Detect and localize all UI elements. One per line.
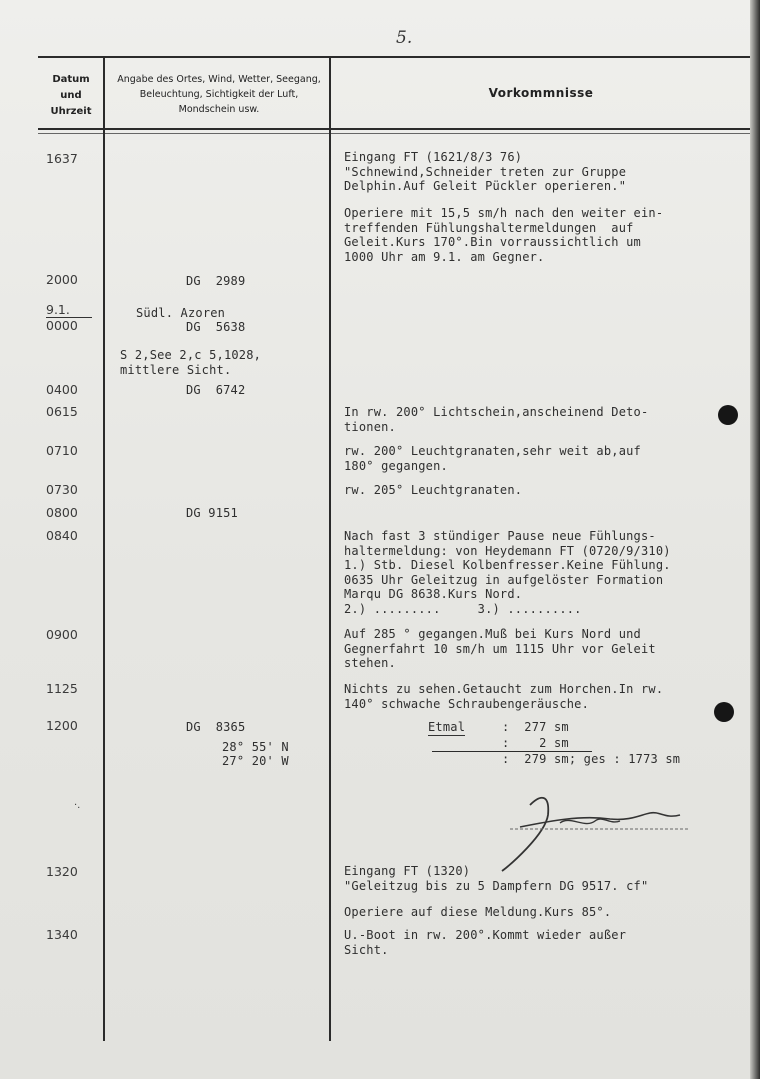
- time-0840: 0840: [46, 528, 78, 543]
- pos-0000-grid: DG 5638: [186, 320, 246, 334]
- pos-0000-area: Südl. Azoren: [136, 306, 226, 320]
- etmal-line-3: : 279 sm; ges : 1773 sm: [502, 752, 681, 766]
- time-1340: 1340: [46, 927, 78, 942]
- entry-1320-op: Operiere auf diese Meldung.Kurs 85°.: [344, 905, 612, 919]
- date-9-1: 9.1.: [46, 302, 92, 318]
- pos-0400: DG 6742: [186, 383, 246, 397]
- entry-0900: Auf 285 ° gegangen.Muß bei Kurs Nord und Gegnerfahrt 10 sm/h um 1115 Uhr vor Geleit stehen.: [344, 627, 656, 670]
- etmal-line-1: : 277 sm: [502, 720, 569, 734]
- page-number: 5.: [396, 28, 413, 48]
- time-1637: 1637: [46, 151, 78, 166]
- time-1320: 1320: [46, 864, 78, 879]
- time-0730: 0730: [46, 482, 78, 497]
- entry-1637-op: Operiere mit 15,5 sm/h nach den weiter ein- treffenden Fühlungshaltermeldungen auf Geleit.Kurs 170°.Bin vorraussichtlich um 1000 Uhr am 9.1. am Gegner.: [344, 206, 664, 264]
- entry-0615: In rw. 200° Lichtschein,anscheinend Deto- tionen.: [344, 405, 649, 434]
- time-1125: 1125: [46, 681, 78, 696]
- margin-mark: ·.: [74, 800, 81, 811]
- punch-hole-upper: [718, 405, 738, 425]
- header-rule: [38, 128, 750, 130]
- pos-0800: DG 9151: [186, 506, 238, 520]
- etmal-line-2: : 2 sm: [502, 736, 569, 750]
- entry-0840: Nach fast 3 stündiger Pause neue Fühlungs- haltermeldung: von Heydemann FT (0720/9/310) 1.) Stb. Diesel Kolbenfresser.Keine Fühlung. 0635 Uhr Geleitzug in aufgelöster Formation Marqu DG 8638.Kurs Nord. 2.) ......... 3.) ..........: [344, 529, 671, 616]
- column-divider-2: [329, 56, 331, 1041]
- header-ort: Angabe des Ortes, Wind, Wetter, Seegang, Beleuchtung, Sichtigkeit der Luft, Mondschein usw.: [117, 74, 321, 115]
- top-rule: [38, 56, 750, 58]
- entry-0730: rw. 205° Leuchtgranaten.: [344, 483, 523, 497]
- entry-1340: U.-Boot in rw. 200°.Kommt wieder außer Sicht.: [344, 928, 627, 957]
- commander-signature: [490, 785, 710, 875]
- time-1200: 1200: [46, 718, 78, 733]
- pos-1200-lat: 28° 55' N: [222, 740, 289, 754]
- entry-1125: Nichts zu sehen.Getaucht zum Horchen.In rw. 140° schwache Schraubengeräusche.: [344, 682, 664, 711]
- page-edge-shadow: [750, 0, 760, 1079]
- header-rule-2: [38, 133, 750, 134]
- column-divider-1: [103, 56, 105, 1041]
- punch-hole-lower: [714, 702, 734, 722]
- header-datum: Datum und Uhrzeit: [50, 74, 92, 117]
- entry-1637-ft: Eingang FT (1621/8/3 76) "Schnewind,Schneider treten zur Gruppe Delphin.Auf Geleit Pückler operieren.": [344, 150, 627, 193]
- pos-1200-grid: DG 8365: [186, 720, 246, 734]
- entry-1320-ft: Eingang FT (1320) "Geleitzug bis zu 5 Dampfern DG 9517. cf": [344, 864, 649, 893]
- header-vorkommnisse: Vorkommnisse: [488, 86, 594, 100]
- pos-2000: DG 2989: [186, 274, 246, 288]
- time-0800: 0800: [46, 505, 78, 520]
- time-0900: 0900: [46, 627, 78, 642]
- etmal-label: Etmal: [428, 720, 466, 734]
- weather-report: S 2,See 2,c 5,1028, mittlere Sicht.: [120, 348, 262, 377]
- time-0615: 0615: [46, 404, 78, 419]
- pos-1200-lon: 27° 20' W: [222, 754, 289, 768]
- time-2000: 2000: [46, 272, 78, 287]
- time-0710: 0710: [46, 443, 78, 458]
- time-0000: 0000: [46, 318, 78, 333]
- time-0400: 0400: [46, 382, 78, 397]
- entry-0710: rw. 200° Leuchtgranaten,sehr weit ab,auf 180° gegangen.: [344, 444, 641, 473]
